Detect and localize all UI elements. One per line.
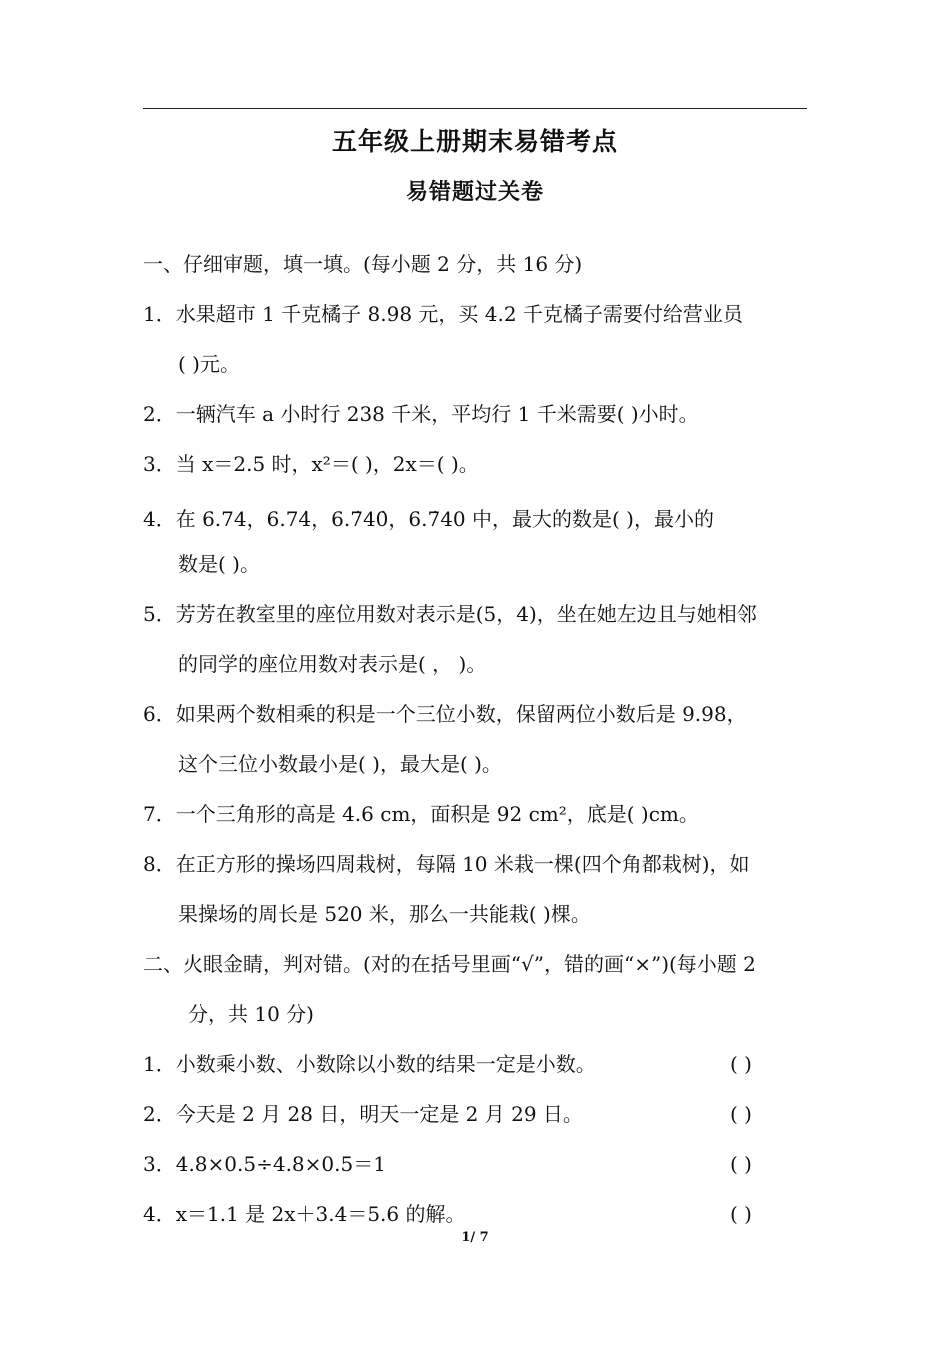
question-line: 5．芳芳在教室里的座位用数对表示是(5，4)，坐在她左边且与她相邻 [143, 602, 757, 626]
judge-answer-blank[interactable]: ( ) [730, 1052, 752, 1076]
question-line: 1．水果超市 1 千克橘子 8.98 元，买 4.2 千克橘子需要付给营业员 [143, 302, 743, 326]
judge-answer-blank[interactable]: ( ) [730, 1202, 752, 1226]
page-number: 1/ 7 [461, 1230, 489, 1245]
question-line: 7．一个三角形的高是 4.6 cm，面积是 92 cm²，底是( )cm。 [143, 802, 699, 826]
judge-answer-blank[interactable]: ( ) [730, 1102, 752, 1126]
header-rule [143, 108, 807, 109]
question-line: 8．在正方形的操场四周栽树，每隔 10 米栽一棵(四个角都栽树)，如 [143, 852, 750, 876]
question-line: 的同学的座位用数对表示是( ， )。 [178, 652, 487, 676]
question-line: 6．如果两个数相乘的积是一个三位小数，保留两位小数后是 9.98， [143, 702, 747, 726]
page-subtitle: 易错题过关卷 [405, 180, 544, 205]
question-line: ( )元。 [178, 352, 240, 376]
question-line: 3．当 x＝2.5 时，x²＝( )，2x＝( )。 [143, 452, 479, 476]
question-line: 4．在 6.74，6.74̇，6.7̇40̇，6.7̇40 中，最大的数是( )，最小的 [143, 507, 714, 531]
judge-item-text: 4．x＝1.1 是 2x＋3.4＝5.6 的解。 [143, 1202, 466, 1226]
section1-heading: 一、仔细审题，填一填。(每小题 2 分，共 16 分) [143, 252, 583, 276]
judge-answer-blank[interactable]: ( ) [730, 1152, 752, 1176]
question-line: 果操场的周长是 520 米，那么一共能栽( )棵。 [178, 902, 591, 926]
judge-item-text: 2．今天是 2 月 28 日，明天一定是 2 月 29 日。 [143, 1102, 583, 1126]
question-line: 2．一辆汽车 a 小时行 238 千米，平均行 1 千米需要( )小时。 [143, 402, 699, 426]
judge-item-text: 1．小数乘小数、小数除以小数的结果一定是小数。 [143, 1052, 596, 1076]
judge-item-text: 3．4.8×0.5÷4.8×0.5＝1 [143, 1152, 386, 1176]
section2-heading: 二、火眼金睛，判对错。(对的在括号里画“√”，错的画“×”)(每小题 2 [143, 952, 756, 976]
section2-heading-cont: 分，共 10 分) [188, 1002, 314, 1026]
page-title: 五年级上册期末易错考点 [331, 127, 618, 156]
question-line: 数是( )。 [178, 552, 260, 576]
question-line: 这个三位小数最小是( )，最大是( )。 [178, 752, 502, 776]
